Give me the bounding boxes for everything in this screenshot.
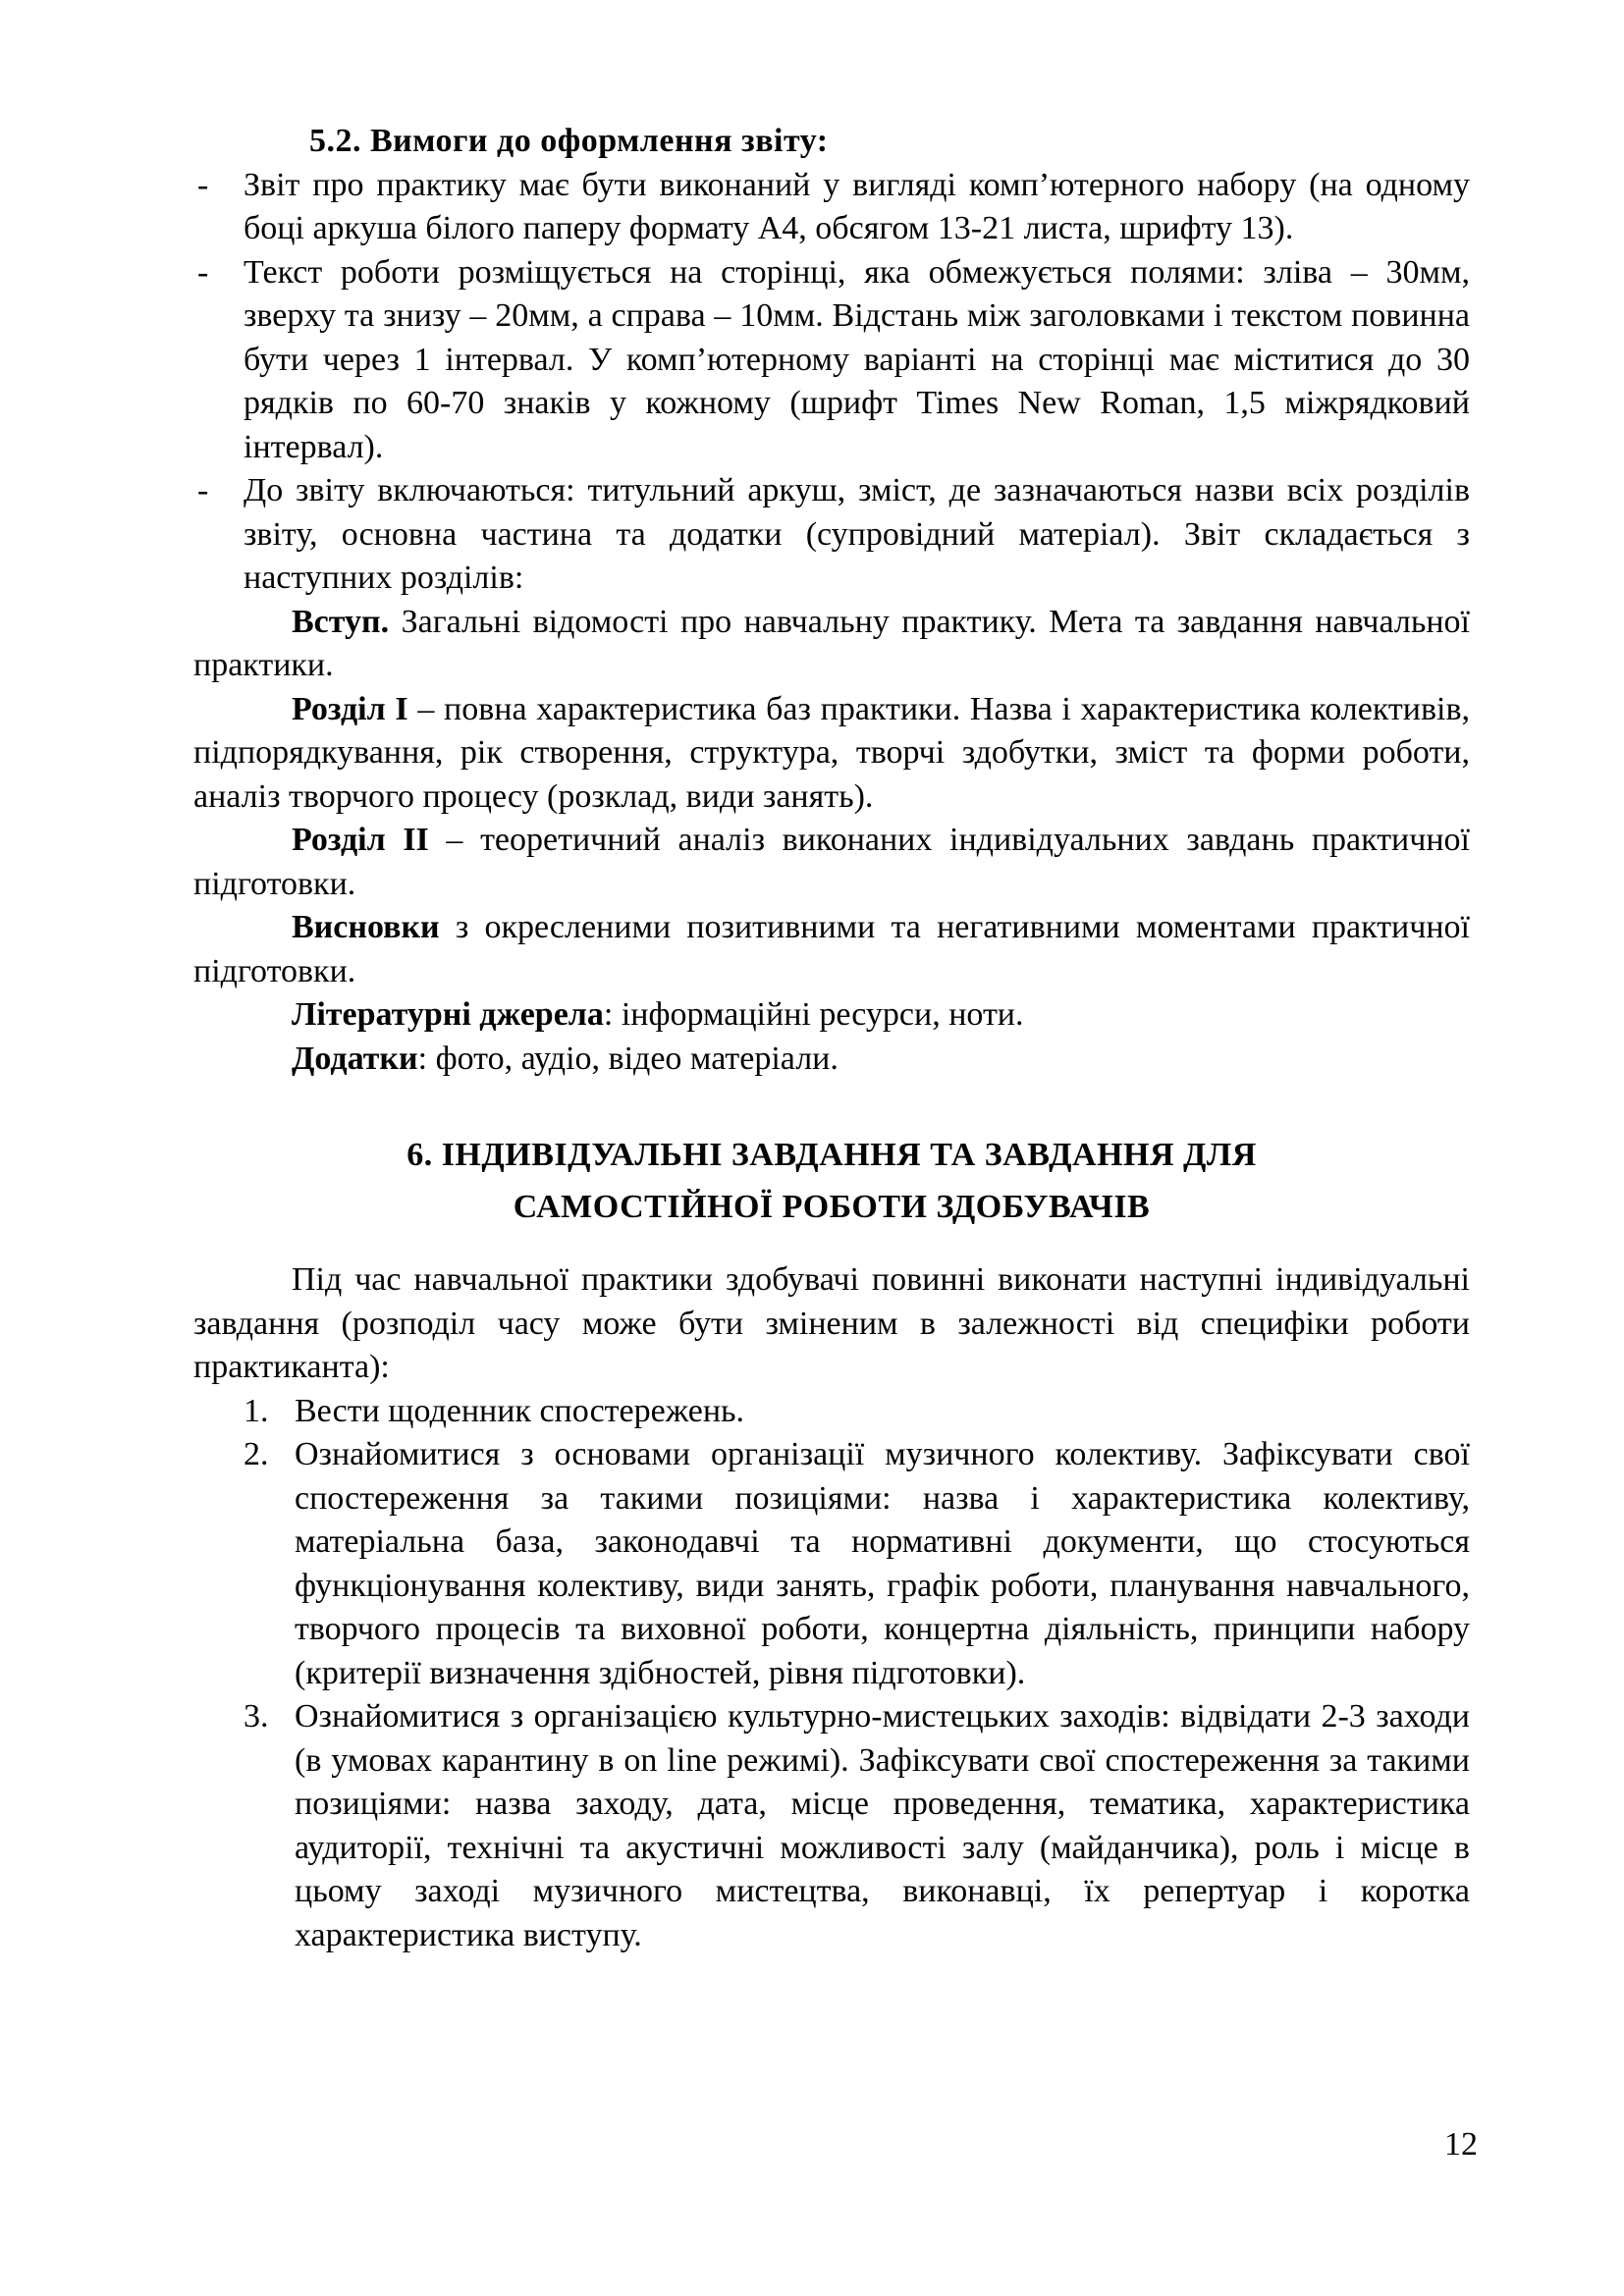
paragraph-rozdil-1 [193, 688, 1470, 820]
task-number: 3. [244, 1698, 269, 1735]
task-text: Вести щоденник спостережень. [295, 1392, 745, 1429]
task-item-2 [193, 1433, 1470, 1695]
paragraph-dodatky [193, 1038, 1470, 1082]
bullet-item-report-structure [193, 469, 1470, 601]
section-6-heading [193, 1129, 1470, 1233]
task-text: Ознайомитися з організацією культурно-мистецьких заходів: відвідати 2-3 заходи (в умовах карантину в on line режимі). Зафіксувати свої спостереження за такими позиціями: назва заходу, дата, місце проведення, тематика, характеристика аудиторії, технічні та акустичні можливості залу (майданчика), роль і місце в цьому заході музичного мистецтва, виконавці, їх репертуар і коротка характеристика виступу. [295, 1698, 1470, 1953]
section-6-heading-line-2: САМОСТІЙНОЇ РОБОТИ ЗДОБУВАЧІВ [513, 1189, 1151, 1225]
paragraph-rozdil-2 [193, 819, 1470, 906]
paragraph-text: – повна характеристика баз практики. Назва і характеристика колективів, підпорядкування, рік створення, структура, творчі здобутки, зміст та форми роботи, аналіз творчого процесу (розклад, види занять). [193, 690, 1470, 815]
bullet-text: До звіту включаються: титульний аркуш, зміст, де зазначаються назви всіх розділів звіту, основна частина та додатки (супровідний матеріал). Звіт складається з наступних розділів: [244, 472, 1470, 596]
page-number: 12 [1444, 2126, 1478, 2163]
page-content [193, 120, 1470, 1957]
paragraph-text: з окресленими позитивними та негативними моментами практичної підготовки. [193, 909, 1470, 989]
paragraph-lead: Літературні джерела [292, 996, 604, 1033]
task-number: 2. [244, 1436, 269, 1472]
section-6-intro: Під час навчальної практики здобувачі повинні виконати наступні індивідуальні завдання (розподіл часу може бути зміненим в залежності від специфіки роботи практиканта): [193, 1261, 1470, 1385]
bullet-text: Текст роботи розміщується на сторінці, яка обмежується полями: зліва – 30мм, зверху та знизу – 20мм, а справа – 10мм. Відстань між заголовками і текстом повинна бути через 1 інтервал. У комп’ютерному варіанті на сторінці має міститися до 30 рядків по 60-70 знаків у кожному (шрифт Times New Roman, 1,5 міжрядковий інтервал). [244, 253, 1470, 465]
paragraph-text: – теоретичний аналіз виконаних індивідуальних завдань практичної підготовки. [193, 822, 1470, 902]
bullet-item-page-margins [193, 251, 1470, 470]
bullet-dash: - [197, 166, 209, 203]
paragraph-literaturni-dzherela [193, 993, 1470, 1038]
task-number: 1. [244, 1392, 269, 1429]
paragraph-lead: Розділ I [292, 690, 408, 727]
task-text: Ознайомитися з основами організації музичного колективу. Зафіксувати свої спостереження за такими позиціями: назва і характеристика колективу, матеріальна база, законодавчі та нормативні документи, що стосуються функціонування колективу, види занять, графік роботи, планування навчального, творчого процесів та виховної роботи, концертна діяльність, принципи набору (критерії визначення здібностей, рівня підготовки). [295, 1436, 1470, 1691]
paragraph-lead: Вступ. [292, 603, 390, 640]
paragraph-lead: Додатки [292, 1040, 418, 1077]
bullet-item-report-format [193, 164, 1470, 251]
section-6-heading-line-1: 6. ІНДИВІДУАЛЬНІ ЗАВДАННЯ ТА ЗАВДАННЯ ДЛЯ [406, 1137, 1257, 1173]
task-item-1 [193, 1390, 1470, 1434]
bullet-dash: - [197, 253, 209, 291]
paragraph-vstup [193, 601, 1470, 688]
bullet-dash: - [197, 472, 209, 508]
bullet-text: Звіт про практику має бути виконаний у вигляді комп’ютерного набору (на одному боці аркуша білого паперу формату А4, обсягом 13-21 листа, шрифту 13). [244, 166, 1470, 246]
paragraph-text: : інформаційні ресурси, ноти. [603, 996, 1024, 1033]
paragraph-lead: Розділ II [292, 822, 429, 858]
paragraph-vysnovky [193, 906, 1470, 993]
section-5-2-heading: 5.2. Вимоги до оформлення звіту: [309, 123, 829, 159]
paragraph-text: Загальні відомості про навчальну практику. Мета та завдання навчальної практики. [193, 603, 1470, 683]
task-item-3 [193, 1695, 1470, 1957]
paragraph-text: : фото, аудіо, відео матеріали. [417, 1040, 839, 1077]
paragraph-lead: Висновки [292, 909, 440, 945]
